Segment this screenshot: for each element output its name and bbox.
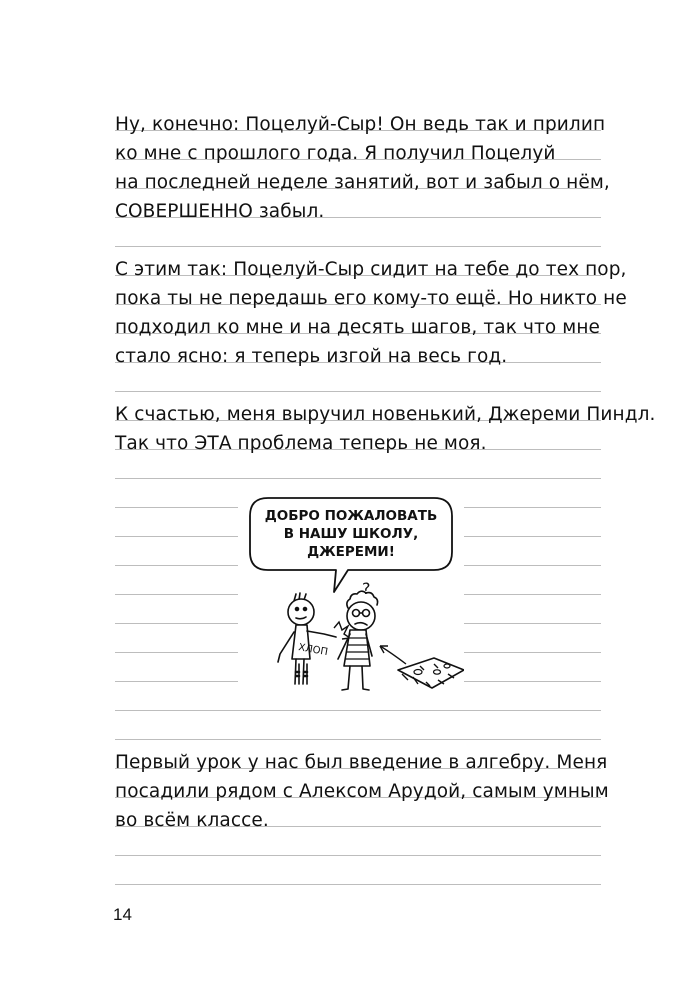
text-line: Ну, конечно: Поцелуй-Сыр! Он ведь так и прилип: [115, 114, 606, 135]
text-line: С этим так: Поцелуй-Сыр сидит на тебе до тех пор,: [115, 259, 627, 280]
slap-sound-label: ХЛОП: [297, 642, 329, 659]
ruled-line: [115, 391, 601, 392]
text-line: К счастью, меня выручил новенький, Джереми Пиндл.: [115, 404, 656, 425]
text-line: на последней неделе занятий, вот и забыл о нём,: [115, 172, 610, 193]
ruled-line: [115, 710, 601, 711]
text-line: пока ты не передашь его кому-то ещё. Но никто не: [115, 288, 627, 309]
text-line: во всём классе.: [115, 810, 269, 831]
ruled-line: [115, 478, 601, 479]
cartoon-illustration: [238, 494, 464, 700]
question-mark: ?: [362, 579, 371, 598]
page-number: 14: [113, 905, 132, 924]
text-line: посадили рядом с Алексом Арудой, самым умным: [115, 781, 609, 802]
ruled-line: [115, 884, 601, 885]
text-line: Так что ЭТА проблема теперь не моя.: [115, 433, 487, 454]
bubble-line: В НАШУ ШКОЛУ,: [283, 526, 419, 542]
text-line: подходил ко мне и на десять шагов, так что мне: [115, 317, 601, 338]
text-line: Первый урок у нас был введение в алгебру. Меня: [115, 752, 608, 773]
text-line: ко мне с прошлого года. Я получил Поцелуй: [115, 143, 556, 164]
text-line: стало ясно: я теперь изгой на весь год.: [115, 346, 508, 367]
bubble-line: ДЖЕРЕМИ!: [307, 544, 395, 560]
ruled-line: [115, 246, 601, 247]
bubble-line: ДОБРО ПОЖАЛОВАТЬ: [264, 508, 438, 524]
text-line: СОВЕРШЕННО забыл.: [115, 201, 325, 222]
ruled-line: [115, 739, 601, 740]
ruled-line: [115, 855, 601, 856]
